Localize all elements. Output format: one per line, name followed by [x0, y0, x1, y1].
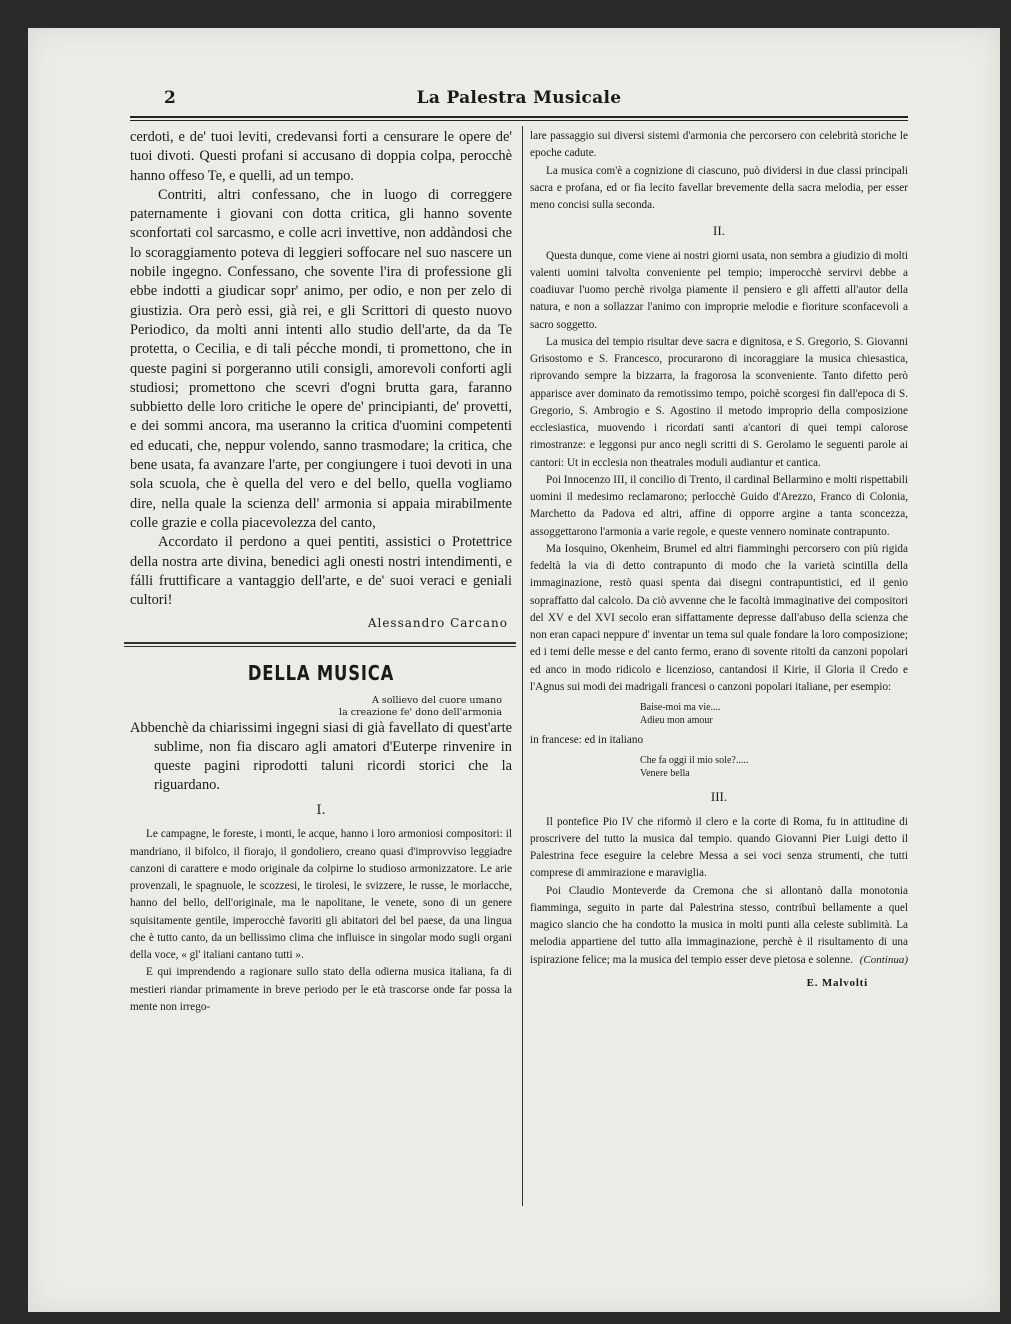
page-header [130, 88, 908, 112]
intro-paragraph: Abbenchè da chiarissimi ingegni siasi di già favellato di quest'arte sublime, non fia discaro agli amatori d'Euterpe rinvenire in queste pagini riprodotti taluni ricordi storici che la riguardano. [130, 720, 512, 794]
continua-note: (Continua) [859, 953, 908, 966]
article-continuation [530, 128, 908, 992]
letter-paragraph: Accordato il perdono a quei pentiti, assistici o Protettrice della nostra arte divina, benedici agli onesti nostri intendimenti, e fálli fruttificare a vantaggio dell'arte, e de' suoi veraci e geniali cultori! [130, 534, 512, 609]
body-paragraph: Ma Iosquino, Okenheim, Brumel ed altri fiamminghi percorsero con più rigida fedeltà la via di detto contrapunto di modo che la varietà scintilla della immaginazione, restò quasi spenta dai disegni contrapuntistici, ed il genio sopraffatto dal calcolo. Da ciò avvenne che le facoltà immaginative dei compositori del XV e del XVI secolo eran siffattamente depresse dall'abuso della scienza che non eran capaci neppure d' inventar un tema sul quale fondare la loro composizione; ed i temi delle messe e del canto fermo, erano di sovente ritolti da canzoni popolari ed anco in modo ridicolo e licenzioso, cantandosi il Kirie, il Gloria il Credo e l'Agnus sui modi dei madrigali francesi o canzoni popolari italiane, per esempio: [530, 542, 908, 693]
left-column [130, 128, 512, 1016]
right-column [530, 128, 908, 992]
verse-italian [640, 754, 908, 780]
epigraph [130, 695, 512, 719]
body-paragraph: Questa dunque, come viene ai nostri giorni usata, non sembra a giudizio di molti valenti uomini talvolta conveniente pel tempio; imperocchè servirvi debbe a coadiuvar l'uomo perchè rivolga piamente il pensiero e gli affetti all'autor della natura, e non a sollazzar l'animo con improprie melodie e fioriture sconfacevoli a sacro soggetto. [530, 249, 908, 331]
section-heading: I. [316, 803, 326, 819]
column-divider [522, 126, 523, 1206]
body-paragraph: Poi Claudio Monteverde da Cremona che si allontanò dalla monotonia fiamminga, seguito in parte dal Palestrina stesso, contribuì bellamente a quel magico slancio che ha condotto la musica in molti punti alla celeste sublimità. La melodia appartiene del tutto alla immaginazione, perchè è il risultamento di una ispirazione felice; ma la musica del tempio esser deve pietosa e solenne. [530, 884, 908, 966]
journal-title: La Palestra Musicale [416, 88, 622, 108]
body-paragraph: E qui imprendendo a ragionare sullo stato della odierna musica italiana, fa di mestieri riandar primamente in breve periodo per le età trascorse onde far possa la mente non irrego- [130, 966, 512, 1013]
body-paragraph: Le campagne, le foreste, i monti, le acque, hanno i loro armoniosi compositori: il mandriano, il bifolco, il fiorajo, il gondoliero, creano quasi d'improvviso leggiadre canzoni di carattere e modo originale da colpirne lo studioso armonizzatore. Le arie provenzali, le spagnuole, le scozzesi, le tirolesi, le svizzere, le russe, le morlacche, hanno del bello, dell'originale, ma le napolitane, le venete, sono di un genere squisitamente gentile, imperocchè favoriti gli abitatori del bel paese, da una lingua che è tutto canto, da un bellissimo clima che influisce in singolar modo sugli organi della voce, « gl' italiani cantano tutti ». [130, 828, 512, 962]
signature: Alessandro Carcano [367, 616, 508, 631]
section-text [130, 826, 512, 1016]
article-separator [124, 642, 516, 647]
epigraph-line: la creazione fe' dono dell'armonia [339, 707, 502, 719]
verse-line: Che fa oggi il mio sole?..... [640, 755, 749, 767]
body-paragraph: lare passaggio sui diversi sistemi d'armonia che percorsero con celebrità storiche le epoche cadute. [530, 130, 908, 160]
verse-line: Venere bella [640, 768, 690, 780]
verse-line: Baise-moi ma vie.... [640, 702, 721, 713]
body-paragraph: La musica com'è a cognizione di ciascuno, può dividersi in due classi principali sacra e profana, ed or fia lecito favellar brevemente della sacra melodia, per esser meno concisi sulla seconda. [530, 164, 908, 211]
section-heading: III. [710, 789, 728, 805]
letter-paragraph: Contriti, altri confessano, che in luogo di correggere paternamente i giovani con dotta critica, gli hanno sovente sconfortati col sarcasmo, e colle acri invettive, non addàndosi che lo scoraggiamento poteva di leggieri soffocare nel suo nascere un nobile ingegno. Confessano, che sovente l'ira di professione gli ebbe indotti a giudicar sopr' animo, per odio, e non per zelo di giustizia. Ora però essi, già rei, e gli Scrittori di questo nuovo Periodico, da molti anni intenti allo studio dell'arte, da da Te protetta, o Cecilia, e di tali pécche mondi, ti promettono, che in queste pagini si porgeranno utili consigli, amorevoli conforti agli studiosi; promettono che scevri d'ogni brutta gara, faranno subbietto delle loro critiche le opere de' principianti, de' provetti, e dei sommi ancora, ma useranno la critica d'uomini competenti ed educati, che, neppur volendo, sanno trasmodare; la critica, che bene usata, fa avanzare l'arte, per congiungere i tuoi devoti in una sola scuola, che è quella del vero e del bello, quella vogliamo dire, nella quale la scienza dell' armonia si appaia mirabilmente colle grazie e colla piacevolezza del canto, [130, 186, 512, 531]
verse-french [640, 701, 908, 727]
body-paragraph: Il pontefice Pio IV che riformò il clero e la corte di Roma, fu in attitudine di proscrivere del tutto la musica dal tempio. quando Giovanni Pier Luigi detto il Palestrina fece eseguire la celebre Messa a sei voci senza strumenti, che tutti comprese di ammirazione e maraviglia. [530, 815, 908, 880]
section-heading: II. [713, 223, 725, 239]
body-paragraph: Poi Innocenzo III, il concilio di Trento, il cardinal Bellarmino e molti rispettabili uomini il medesimo reclamarono; perlocchè Guido d'Arezzo, Franco di Colonia, Marchetto da Padova ed altri, affine di opporre argine a tanta sconcezza, assoggettarono l'armonia a varie regole, e queste vennero nominate contrapunto. [530, 473, 908, 538]
header-rule [130, 116, 908, 121]
letter-text [130, 128, 512, 610]
verse-caption: in francese: ed in italiano [530, 734, 644, 746]
author-signature: E. Malvolti [806, 977, 868, 989]
page-number: 2 [164, 88, 176, 108]
article-title: DELLA MUSICA [247, 661, 395, 686]
verse-line: Adieu mon amour [640, 715, 713, 726]
body-paragraph: La musica del tempio risultar deve sacra e dignitosa, e S. Gregorio, S. Giovanni Grisostomo e S. Francesco, procurarono di incoraggiare la musica chiesastica, riprovando sempre la bizzarra, la fragorosa la sconveniente. Tanto difetto però apparisce aver dominato da remotissimo tempo, poichè scorgesi fin dall'epoca di S. Gregorio, S. Ambrogio e S. Agostino il metodo improprio della composizione ecclesiastica, muovendo i ricordati santi a'cantori di quei tempi calorose rimostranze: e leggonsi pur anco negli scritti di S. Gerolamo le seguenti parole ai cantori: Ut in ecclesia non theatrales moduli audiantur et cantica. [530, 335, 908, 469]
letter-paragraph: cerdoti, e de' tuoi leviti, credevansi forti a censurare le opere de' tuoi divoti. Questi profani si accusano di doppia colpa, perocchè hanno offeso Te, e quelli, ad un tempo. [130, 129, 512, 184]
epigraph-line: A sollievo del cuore umano [371, 695, 502, 707]
